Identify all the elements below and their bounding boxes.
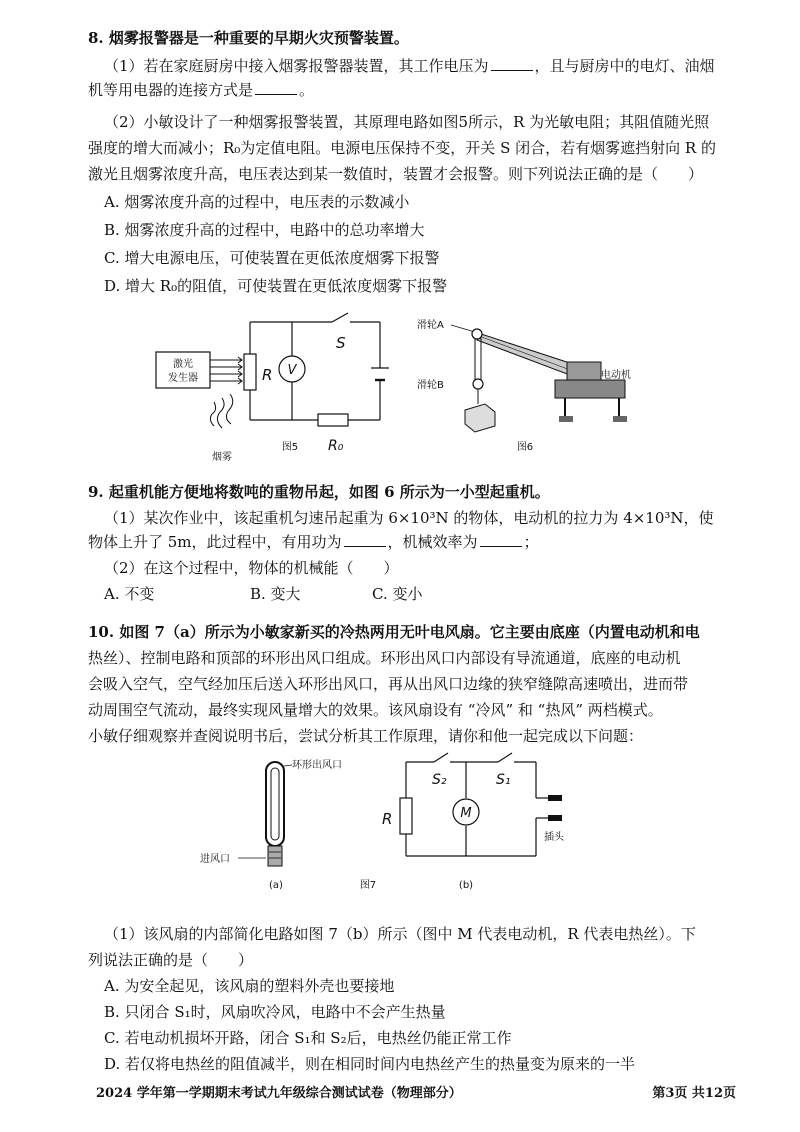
page-footer [96, 1082, 736, 1101]
s-label: S [336, 334, 346, 352]
photoresistor-r [244, 354, 256, 390]
footer-exam-title: 2024 学年第一学期期末考试九年级综合测试试卷（物理部分） [96, 1086, 462, 1101]
q9-part2: （2）在这个过程中，物体的机械能（ ） [104, 559, 399, 577]
q9-option-b[interactable]: B. 变大 [250, 585, 301, 603]
q9-option-c[interactable]: C. 变小 [372, 585, 423, 603]
q9-part1-line1: （1）某次作业中，该起重机匀速吊起重为 6×10³N 的物体，电动机的拉力为 4×10³N，使 [104, 509, 714, 527]
q8-part1-line1: （1）若在家庭厨房中接入烟雾报警器装置，其工作电压为 ，且与厨房中的电灯、油烟 [104, 57, 715, 75]
q8-option-a[interactable]: A. 烟雾浓度升高的过程中，电压表的示数减小 [104, 193, 410, 211]
q8-option-b[interactable]: B. 烟雾浓度升高的过程中，电路中的总功率增大 [104, 221, 425, 239]
s2-label: S₂ [432, 772, 447, 788]
label-b: (b) [458, 880, 474, 891]
q8-part2-line1: （2）小敏设计了一种烟雾报警装置，其原理电路如图5所示，R 为光敏电阻；其阻值随光照 [104, 113, 710, 131]
q8-title: 8. 烟雾报警器是一种重要的早期火灾预警装置。 [88, 29, 409, 47]
pulley-a-label: 滑轮A [417, 320, 444, 331]
v-label: V [287, 363, 297, 378]
q10-option-a[interactable]: A. 为安全起见，该风扇的塑料外壳也要接地 [104, 977, 395, 995]
m-label: M [460, 806, 472, 821]
q8-part2-line3: 激光且烟雾浓度升高，电压表达到某一数值时，装置才会报警。则下列说法正确的是（ ） [88, 165, 704, 183]
figure-5-caption: 图5 [281, 442, 299, 453]
switch-s [332, 313, 348, 322]
q10-line5: 小敏仔细观察并查阅说明书后，尝试分析其工作原理，请你和他一起完成以下问题： [88, 727, 644, 745]
inlet-label: 进风口 [200, 854, 230, 865]
q10-option-d[interactable]: D. 若仅将电热丝的阻值减半，则在相同时间内电热丝产生的热量变为原来的一半 [104, 1055, 636, 1073]
q8-part1-line2: 机等用电器的连接方式是 。 [88, 81, 315, 99]
switch-s1 [498, 753, 512, 762]
heater-r [400, 798, 412, 834]
fan-base [268, 846, 282, 866]
figure-5-circuit [150, 310, 400, 470]
q9-blank-useful-work[interactable] [344, 532, 386, 547]
footer-page-number: 第3页 共12页 [652, 1086, 736, 1101]
outlet-label: 环形出风口 [292, 760, 342, 771]
q9-blank-efficiency[interactable] [480, 532, 522, 547]
q10-line2: 热丝）、控制电路和顶部的环形出风口组成。环形出风口内部设有导流通道，底座的电动机 [88, 649, 681, 667]
q10-sub1-line1: （1）该风扇的内部简化电路如图 7（b）所示（图中 M 代表电动机，R 代表电热丝）。下 [104, 925, 696, 943]
figure-7-caption: 图7 [359, 880, 377, 891]
q9-part1-line2: 物体上升了 5m，此过程中，有用功为 ，机械效率为 ； [88, 533, 539, 551]
q10-option-c[interactable]: C. 若电动机损坏开路，闭合 S₁和 S₂后，电热丝仍能正常工作 [104, 1029, 512, 1047]
q8-option-d[interactable]: D. 增大 R₀的阻值，可使装置在更低浓度烟雾下报警 [104, 277, 448, 295]
smoke-icon [210, 394, 232, 428]
smoke-label: 烟雾 [212, 452, 232, 463]
plug-label: 插头 [544, 832, 564, 843]
figure-7 [196, 752, 596, 892]
q10-option-b[interactable]: B. 只闭合 S₁时，风扇吹冷风，电路中不会产生热量 [104, 1003, 446, 1021]
q9-option-a[interactable]: A. 不变 [104, 585, 155, 603]
plug-pin-1 [548, 795, 562, 801]
plug-pin-2 [548, 815, 562, 821]
q8-blank-voltage[interactable] [491, 56, 533, 71]
q8-part2-line2: 强度的增大而减小；R₀为定值电阻。电源电压保持不变，开关 S 闭合，若有烟雾遮挡射向 R 的 [88, 139, 716, 157]
r-label: R [262, 366, 273, 384]
q8-option-c[interactable]: C. 增大电源电压，可使装置在更低浓度烟雾下报警 [104, 249, 440, 267]
laser-label-1: 激光 [173, 359, 193, 370]
label-a: (a) [269, 880, 283, 891]
pulley-b-label: 滑轮B [417, 380, 444, 391]
ring-outlet [266, 762, 284, 846]
q10-sub1-line2: 列说法正确的是（ ） [88, 951, 254, 969]
pulley-b-icon [473, 379, 483, 389]
motor-label: 电动机 [601, 370, 631, 381]
fig7-r-label: R [382, 810, 393, 828]
switch-s2 [434, 753, 448, 762]
q10-line4: 动周围空气流动，最终实现风量增大的效果。该风扇设有 “冷风” 和 “热风” 两档模式。 [88, 701, 663, 719]
q10-line3: 会吸入空气，空气经加压后送入环形出风口，再从出风口边缘的狭窄缝隙高速喷出，进而带 [88, 675, 689, 693]
r0-label: R₀ [328, 438, 344, 454]
crane-base [555, 380, 625, 398]
laser-label-2: 发生器 [168, 373, 198, 384]
figure-6-crane [415, 310, 645, 470]
resistor-r0 [318, 414, 348, 426]
q8-blank-connection[interactable] [255, 80, 297, 95]
load-block [465, 404, 495, 432]
crane-cabin [567, 362, 601, 380]
q9-title: 9. 起重机能方便地将数吨的重物吊起，如图 6 所示为一小型起重机。 [88, 483, 550, 501]
figure-6-caption: 图6 [516, 442, 534, 453]
pulley-a-icon [472, 329, 482, 339]
s1-label: S₁ [496, 772, 511, 788]
laser-rays [210, 357, 242, 384]
q10-line1: 10. 如图 7（a）所示为小敏家新买的冷热两用无叶电风扇。它主要由底座（内置电动机和电 [88, 623, 700, 641]
